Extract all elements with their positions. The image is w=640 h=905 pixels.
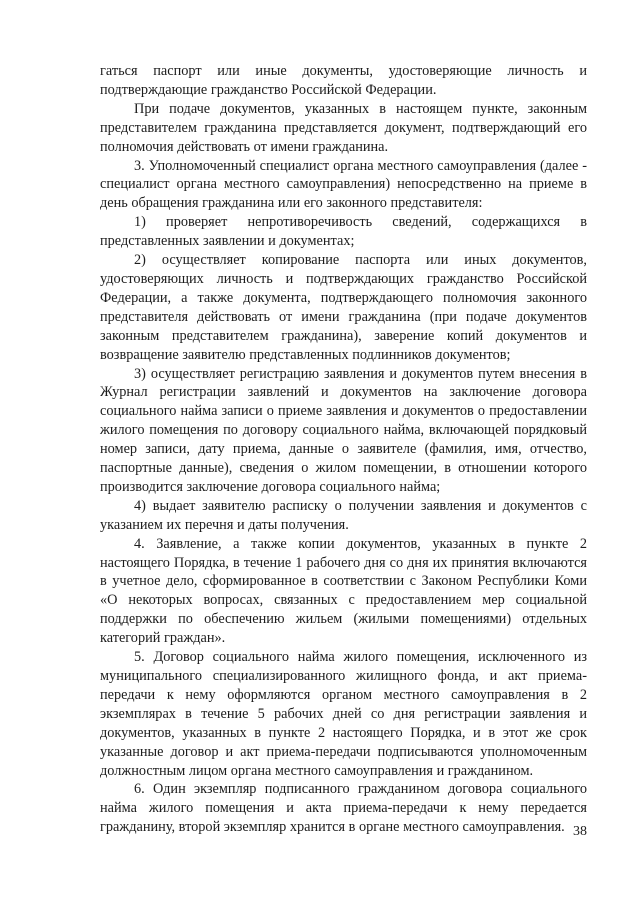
paragraph-item-4: 4. Заявление, а также копии документов, указанных в пункте 2 настоящего Порядка, в течение 1 рабочего дня со дня их принятия включаются в учетное дело, сформированное в соответствии с Законом Республики Коми «О некоторых вопросах, связанных с предоставлением мер социальной поддержки по обеспечению жильем (жилыми помещениями) отдельных категорий граждан». <box>100 535 587 647</box>
paragraph-item-5: 5. Договор социального найма жилого помещения, исключенного из муниципального специализированного жилищного фонда, и акт приема-передачи к нему оформляются органом местного самоуправления в 2 экземплярах в течение 5 рабочих дней со дня регистрации заявления и документов, указанных в пункте 2 настоящего Порядка, и в этот же срок указанные договор и акт приема-передачи подписываются уполномоченным должностным лицом органа местного самоуправления и гражданином. <box>100 649 587 779</box>
paragraph-item-6: 6. Один экземпляр подписанного гражданином договора социального найма жилого помещения и акта приема-передачи к нему передается гражданину, второй экземпляр хранится в органе местного самоуправления. <box>100 781 587 836</box>
paragraph-representative: При подаче документов, указанных в настоящем пункте, законным представителем гражданина представляется документ, подтверждающий его полномочия действовать от имени гражданина. <box>100 100 587 155</box>
paragraph-continuation: гаться паспорт или иные документы, удостоверяющие личность и подтверждающие гражданство Российской Федерации. <box>100 63 587 98</box>
page-number: 38 <box>573 824 587 839</box>
paragraph-subitem-1: 1) проверяет непротиворечивость сведений, содержащихся в представленных заявлении и документах; <box>100 214 587 250</box>
paragraph-subitem-4: 4) выдает заявителю расписку о получении заявления и документов с указанием их перечня и даты получения. <box>100 497 587 533</box>
document-body <box>100 62 587 837</box>
paragraph-subitem-3: 3) осуществляет регистрацию заявления и документов путем внесения в Журнал регистрации заявлений и документов на заключение договора социального найма записи о приеме заявления и документов о предоставлении жилого помещения по договору социального найма, включающей порядковый номер записи, дату приема, данные о заявителе (фамилия, имя, отчество, паспортные данные), сведения о жилом помещении, в отношении которого производится заключение договора социального найма; <box>100 365 587 495</box>
paragraph-subitem-2: 2) осуществляет копирование паспорта или иных документов, удостоверяющих личность и подтверждающих гражданство Российской Федерации, а также документа, подтверждающего полномочия законного представителя действовать от имени гражданина (при подаче документов законным представителем гражданина), заверение копий документов и возвращение заявителю представленных подлинников документов; <box>100 252 587 363</box>
paragraph-item-3: 3. Уполномоченный специалист органа местного самоуправления (далее - специалист органа местного самоуправления) непосредственно на приеме в день обращения гражданина или его законного представителя: <box>100 157 587 212</box>
